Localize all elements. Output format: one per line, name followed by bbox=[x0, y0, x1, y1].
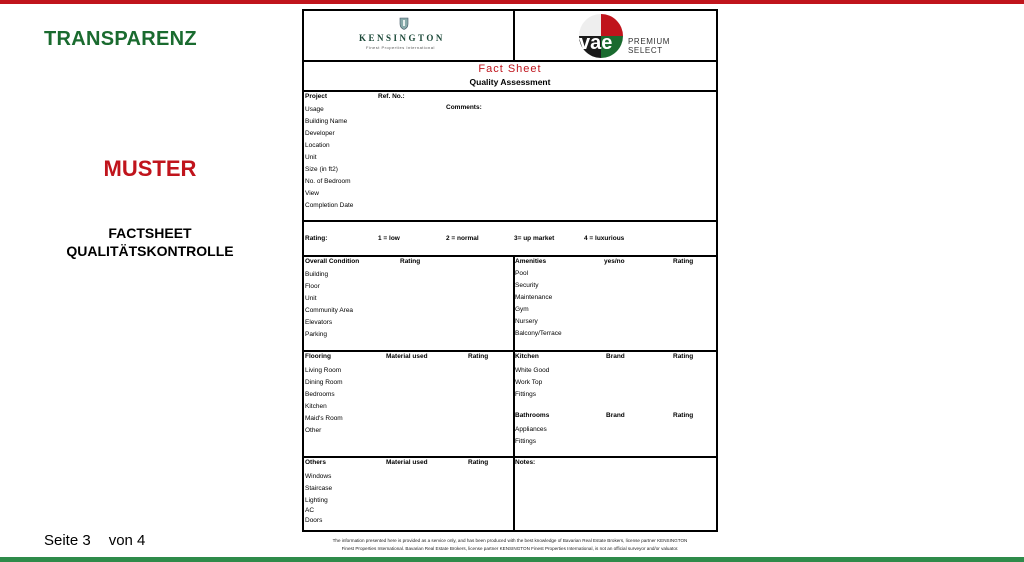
list-item: White Good bbox=[515, 367, 550, 374]
list-item: Elevators bbox=[305, 319, 333, 326]
field-label: Unit bbox=[305, 154, 317, 161]
field-label: Developer bbox=[305, 130, 335, 137]
quality-assessment-title: Quality Assessment bbox=[469, 77, 551, 87]
kensington-logo-subtext: Finest Properties International bbox=[366, 45, 435, 50]
list-item: Pool bbox=[515, 270, 529, 277]
muster-label: MUSTER bbox=[103, 156, 197, 181]
others-title: Others bbox=[305, 459, 326, 466]
bathrooms-title: Bathrooms bbox=[515, 412, 550, 419]
rating-label: Rating: bbox=[305, 235, 328, 242]
list-item: Balcony/Terrace bbox=[515, 330, 562, 337]
list-item: Windows bbox=[305, 473, 332, 480]
field-label: View bbox=[305, 190, 319, 197]
flooring-rating-col: Rating bbox=[468, 353, 489, 360]
kitchen-brand-col: Brand bbox=[606, 353, 625, 360]
page-number: Seite 3 bbox=[44, 532, 91, 549]
overall-items bbox=[305, 269, 353, 341]
kitchen-rating-col: Rating bbox=[673, 353, 694, 360]
page-total: von 4 bbox=[108, 532, 146, 549]
divider-line bbox=[304, 60, 716, 62]
list-item: Maid's Room bbox=[305, 415, 343, 422]
field-label: Size (in ft2) bbox=[305, 166, 338, 173]
rating-low: 1 = low bbox=[378, 235, 400, 242]
top-accent-bar bbox=[0, 0, 1024, 4]
list-item: Kitchen bbox=[305, 403, 327, 410]
flooring-items bbox=[305, 365, 343, 437]
project-fields bbox=[305, 104, 353, 212]
subtitle-line-2: QUALITÄTSKONTROLLE bbox=[66, 243, 234, 259]
list-item: Fittings bbox=[515, 438, 536, 445]
field-label: Building Name bbox=[305, 118, 348, 125]
list-item: Building bbox=[305, 271, 329, 278]
others-rating-col: Rating bbox=[468, 459, 489, 466]
vae-logo-icon bbox=[576, 13, 626, 59]
comments-label: Comments: bbox=[446, 104, 482, 111]
list-item: Nursery bbox=[515, 318, 538, 325]
page-indicator bbox=[44, 532, 163, 549]
rating-normal: 2 = normal bbox=[446, 235, 479, 242]
overall-condition-title: Overall Condition bbox=[305, 258, 360, 265]
select-line: SELECT bbox=[628, 46, 663, 55]
project-label: Project bbox=[305, 93, 328, 100]
list-item: Doors bbox=[305, 517, 323, 524]
list-item: Appliances bbox=[515, 426, 547, 433]
list-item: Community Area bbox=[305, 307, 354, 314]
list-item: Lighting bbox=[305, 497, 328, 504]
list-item: Fittings bbox=[515, 391, 536, 398]
divider-line bbox=[304, 255, 716, 257]
disclaimer bbox=[302, 537, 718, 553]
list-item: Bedrooms bbox=[305, 391, 335, 398]
bathrooms-rating-col: Rating bbox=[673, 412, 694, 419]
rating-up-market: 3= up market bbox=[514, 235, 555, 242]
section-heading: TRANSPARENZ bbox=[44, 28, 197, 50]
list-item: Living Room bbox=[305, 367, 342, 374]
list-item: Maintenance bbox=[515, 294, 553, 301]
divider-line bbox=[304, 456, 716, 458]
ref-no-label: Ref. No.: bbox=[378, 93, 405, 100]
notes-label: Notes: bbox=[515, 459, 536, 466]
divider-line bbox=[304, 350, 716, 352]
flooring-material-col: Material used bbox=[386, 353, 428, 360]
list-item: Gym bbox=[515, 306, 529, 313]
field-label: Usage bbox=[305, 106, 324, 113]
kitchen-title: Kitchen bbox=[515, 353, 539, 360]
list-item: Other bbox=[305, 427, 322, 434]
premium-line: PREMIUM bbox=[628, 37, 670, 46]
amenities-rating-col: Rating bbox=[673, 258, 694, 265]
kensington-logo-text: KENSINGTON bbox=[359, 33, 445, 43]
list-item: Parking bbox=[305, 331, 328, 338]
disclaimer-line-1: The information presented here is provided as a service only, and has been produced with the best knowledge of Bavarian Real Estate Brokers, license partner KENSINGTON bbox=[332, 538, 688, 543]
divider-line bbox=[304, 220, 716, 222]
logo-divider bbox=[513, 11, 515, 60]
subtitle-line-1: FACTSHEET bbox=[108, 225, 192, 241]
amenities-items bbox=[515, 268, 562, 340]
factsheet-subtitle bbox=[0, 224, 300, 260]
list-item: Security bbox=[515, 282, 539, 289]
flooring-title: Flooring bbox=[305, 353, 331, 360]
fact-sheet-form bbox=[302, 9, 718, 532]
others-items bbox=[305, 471, 332, 527]
kitchen-items bbox=[515, 365, 549, 401]
kensington-crest-icon bbox=[399, 17, 409, 30]
field-label: Completion Date bbox=[305, 202, 354, 209]
overall-rating-col: Rating bbox=[400, 258, 421, 265]
field-label: No. of Bedroom bbox=[305, 178, 351, 185]
bathrooms-items bbox=[515, 424, 547, 448]
svg-text:vae: vae bbox=[579, 32, 613, 54]
amenities-title: Amenities bbox=[515, 258, 547, 265]
amenities-yesno-col: yes/no bbox=[604, 258, 625, 265]
list-item: Work Top bbox=[515, 379, 543, 386]
list-item: Unit bbox=[305, 295, 317, 302]
others-material-col: Material used bbox=[386, 459, 428, 466]
field-label: Location bbox=[305, 142, 330, 149]
list-item: Dining Room bbox=[305, 379, 343, 386]
list-item: Floor bbox=[305, 283, 320, 290]
bathrooms-brand-col: Brand bbox=[606, 412, 625, 419]
disclaimer-line-2: Finest Properties International. Bavarian Real Estate Brokers, license partner KENSINGTON Finest Properties International, is not an official surveyor and/or valuator. bbox=[341, 546, 679, 551]
divider-line bbox=[304, 90, 716, 92]
fact-sheet-title: Fact Sheet bbox=[478, 63, 542, 75]
premium-select-logo bbox=[628, 37, 670, 55]
list-item: Staircase bbox=[305, 485, 333, 492]
rating-luxurious: 4 = luxurious bbox=[584, 235, 625, 242]
list-item: AC bbox=[305, 507, 315, 514]
bottom-accent-bar bbox=[0, 557, 1024, 562]
